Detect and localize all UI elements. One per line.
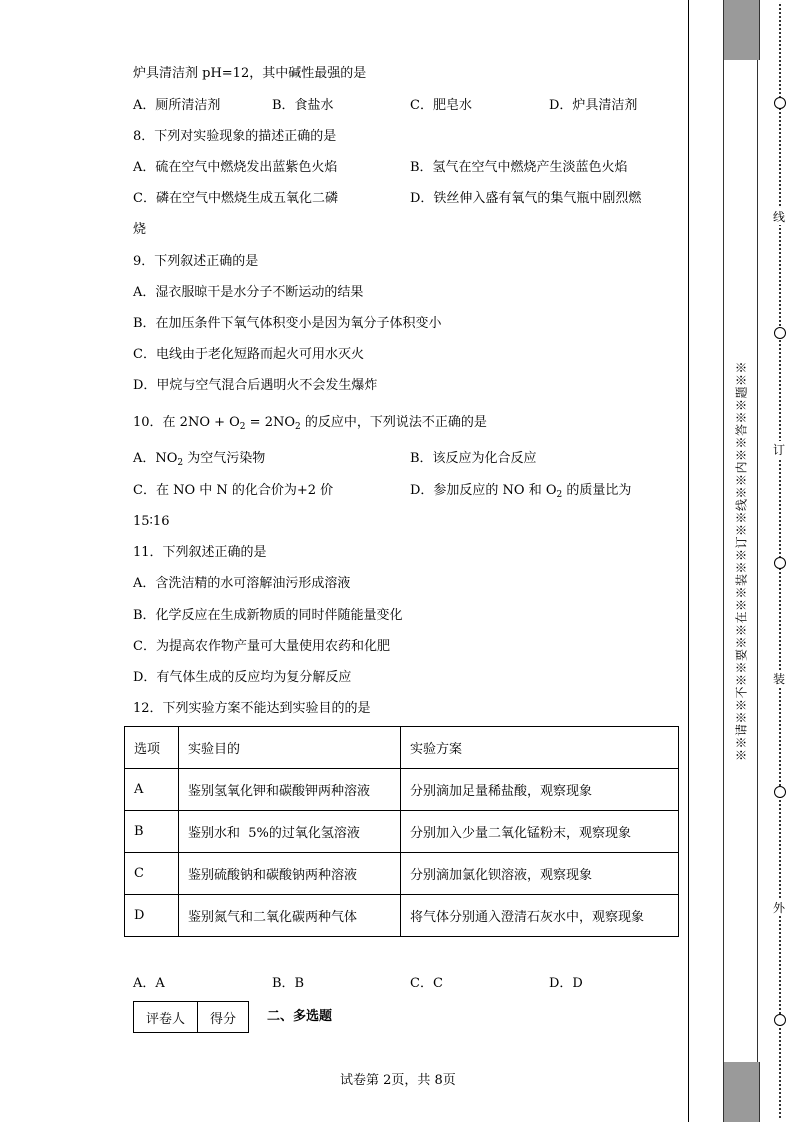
q10-option-b: B．该反应为化合反应 <box>410 451 537 466</box>
table-cell: 鉴别氢氧化钾和碳酸钾两种溶液 <box>179 769 401 811</box>
q10-subscript: 2 <box>556 490 563 500</box>
q10-option-d-wrap: 15∶16 <box>133 514 170 529</box>
page-footer: 试卷第 2页，共 8页 <box>340 1073 456 1088</box>
q10-stem-part1: 10．在 2NO + O <box>133 415 240 430</box>
q10-option-a-part1: A．NO <box>133 451 178 466</box>
q12-option-d: D．D <box>549 976 583 991</box>
q9-option-b: B．在加压条件下氧气体积变小是因为氧分子体积变小 <box>133 316 442 331</box>
binding-label-ding: 订 <box>773 443 786 457</box>
q9-option-c: C．电线由于老化短路而起火可用水灭火 <box>133 347 364 362</box>
q11-option-a: A．含洗洁精的水可溶解油污形成溶液 <box>133 576 351 591</box>
binding-circle <box>774 557 786 569</box>
q10-subscript: 2 <box>177 458 184 468</box>
q10-stem-part3: 的反应中，下列说法不正确的是 <box>300 415 487 430</box>
q10-stem <box>133 415 487 435</box>
table-cell: 鉴别氮气和二氧化碳两种气体 <box>179 895 401 937</box>
q10-subscript: 2 <box>295 422 301 432</box>
section-title: 二、多选题 <box>267 1009 333 1024</box>
score-box <box>133 1001 249 1033</box>
q10-option-d-part2: 的质量比为 <box>562 483 632 498</box>
q12-option-c: C．C <box>410 976 443 991</box>
table-cell: A <box>125 769 179 811</box>
q10-option-d <box>410 483 631 503</box>
q10-subscript: 2 <box>239 422 246 432</box>
q10-option-c: C．在 NO 中 N 的化合价为+2 价 <box>133 483 334 498</box>
strip-bottom-band <box>723 1062 760 1122</box>
q8-option-d-wrap: 烧 <box>133 222 147 237</box>
q8-option-b: B．氢气在空气中燃烧产生淡蓝色火焰 <box>410 160 628 175</box>
q9-option-d: D．甲烷与空气混合后遇明火不会发生爆炸 <box>133 378 378 393</box>
q11-stem: 11．下列叙述正确的是 <box>133 545 267 560</box>
table-header-cell: 选项 <box>125 727 179 769</box>
table-row <box>125 895 679 937</box>
table-cell: 鉴别水和 5%的过氧化氢溶液 <box>179 811 401 853</box>
binding-label-xian: 线 <box>773 210 786 224</box>
binding-circle <box>774 1014 786 1026</box>
table-cell: B <box>125 811 179 853</box>
q7-stem-continuation: 炉具清洁剂 pH=12，其中碱性最强的是 <box>133 66 367 81</box>
binding-circle <box>774 97 786 109</box>
q8-option-d: D．铁丝伸入盛有氧气的集气瓶中剧烈燃 <box>410 191 642 206</box>
q10-option-a <box>133 451 265 471</box>
binding-label-wai: 外 <box>773 901 786 915</box>
binding-circle <box>774 786 786 798</box>
q12-option-a: A．A <box>133 976 165 991</box>
table-cell: 将气体分别通入澄清石灰水中，观察现象 <box>401 895 679 937</box>
q9-option-a: A．湿衣服晾干是水分子不断运动的结果 <box>133 285 364 300</box>
q10-option-d-part1: D．参加反应的 NO 和 O <box>410 483 557 498</box>
q7-option-d: D．炉具清洁剂 <box>549 98 638 113</box>
table-header-row <box>125 727 679 769</box>
binding-label-zhuang: 装 <box>773 672 786 686</box>
table-cell: 分别滴加氯化钡溶液，观察现象 <box>401 853 679 895</box>
score-cell: 得分 <box>198 1002 249 1033</box>
table-row <box>125 769 679 811</box>
table-cell: 分别加入少量二氧化锰粉末，观察现象 <box>401 811 679 853</box>
q11-option-c: C．为提高农作物产量可大量使用农药和化肥 <box>133 639 390 654</box>
q8-stem: 8．下列对实验现象的描述正确的是 <box>133 129 337 144</box>
q7-option-c: C．肥皂水 <box>410 98 472 113</box>
table-cell: 分别滴加足量稀盐酸，观察现象 <box>401 769 679 811</box>
table-row <box>125 853 679 895</box>
q7-option-b: B．食盐水 <box>272 98 334 113</box>
q9-stem: 9．下列叙述正确的是 <box>133 254 259 269</box>
binding-circle <box>774 327 786 339</box>
table-header-cell: 实验目的 <box>179 727 401 769</box>
q12-stem: 12．下列实验方案不能达到实验目的的是 <box>133 701 371 716</box>
q7-option-a: A．厕所清洁剂 <box>133 98 221 113</box>
table-cell: 鉴别硫酸钠和碳酸钠两种溶液 <box>179 853 401 895</box>
q11-option-d: D．有气体生成的反应均为复分解反应 <box>133 670 352 685</box>
q11-option-b: B．化学反应在生成新物质的同时伴随能量变化 <box>133 608 403 623</box>
table-cell: C <box>125 853 179 895</box>
q8-option-c: C．磷在空气中燃烧生成五氧化二磷 <box>133 191 338 206</box>
reviewer-cell: 评卷人 <box>134 1002 198 1033</box>
table-header-cell: 实验方案 <box>401 727 679 769</box>
q12-option-b: B．B <box>272 976 305 991</box>
q8-option-a: A．硫在空气中燃烧发出蓝紫色火焰 <box>133 160 338 175</box>
binding-warning-text: ※※请※※不※※要※※在※※装※※订※※线※※内※※答※※题※※ <box>734 360 749 762</box>
margin-divider <box>688 0 689 1122</box>
q10-stem-part2: = 2NO <box>245 415 295 430</box>
q10-option-a-part2: 为空气污染物 <box>183 451 266 466</box>
table-cell: D <box>125 895 179 937</box>
q12-table <box>124 726 679 937</box>
strip-top-band <box>723 0 760 60</box>
table-row <box>125 811 679 853</box>
